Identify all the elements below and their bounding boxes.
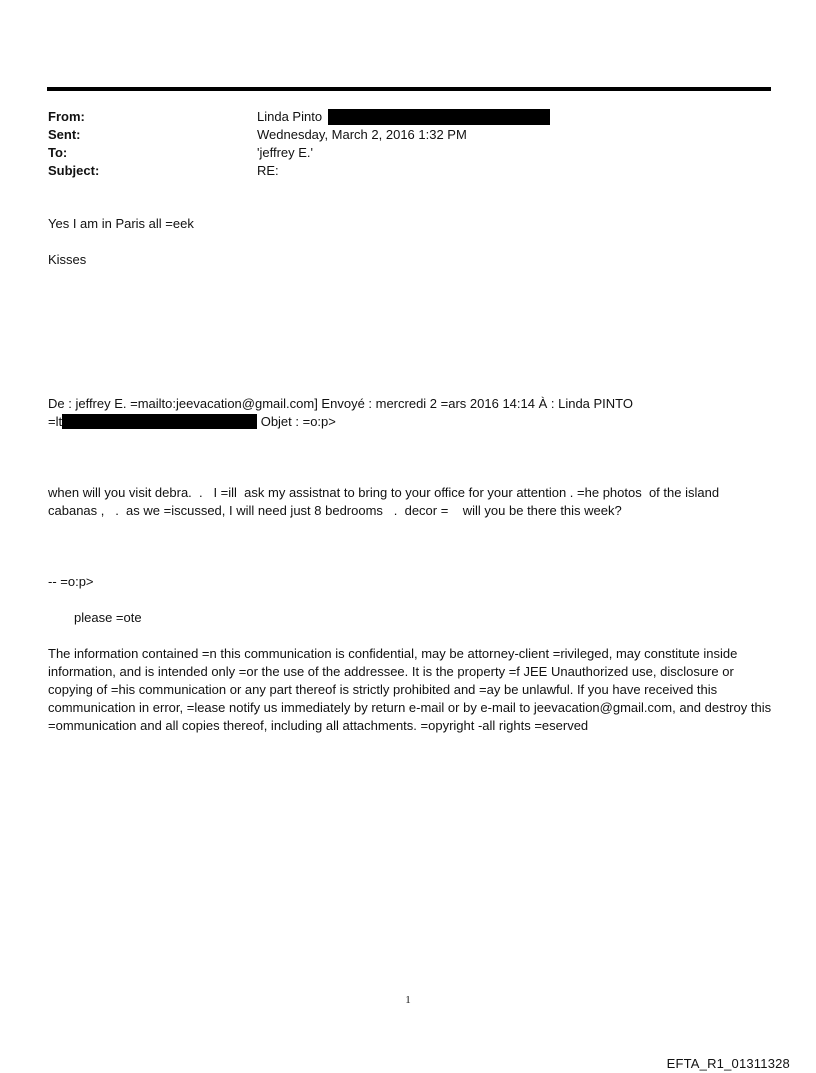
subject-value: RE:	[257, 163, 279, 178]
header-rule	[47, 87, 771, 91]
quoted-header-line-1: De : jeffrey E. =mailto:jeevacation@gmail.com] Envoyé : mercredi 2 =ars 2016 14:14 À : Linda PINTO	[48, 396, 633, 411]
signature-dashes	[48, 573, 778, 591]
disclaimer-text: The information contained =n this communication is confidential, may be attorney-client =rivileged, may constitute inside information, and is intended only =or the use of the addressee. It is the property =f JEE Unauthorized use, disclosure or copying of =his communication or any part thereof is strictly prohibited and =ay be unlawful. If you have received this communication in error, =lease notify us immediately by return e-mail or by e-mail to jeevacation@gmail.com, and destroy this =ommunication and all copies thereof, including all attachments. =opyright -all rights =eserved	[48, 646, 772, 733]
disclaimer	[48, 645, 774, 735]
message-line-2: Kisses	[48, 252, 87, 267]
from-row	[48, 108, 768, 126]
quoted-body-line-2: cabanas , . as we =iscussed, I will need just 8 bedrooms . decor = will you be there this week?	[48, 503, 622, 518]
subject-row	[48, 162, 768, 180]
quoted-header-line-2	[48, 413, 778, 431]
quoted-body-line-1: when will you visit debra. . I =ill ask my assistnat to bring to your office for your attention . =he photos of the island	[48, 485, 720, 500]
from-name: Linda Pinto	[257, 109, 323, 124]
from-label: From:	[48, 109, 85, 124]
sent-row	[48, 126, 768, 144]
quoted-body	[48, 484, 778, 520]
please-note	[48, 609, 804, 627]
message-body	[48, 215, 778, 233]
quoted-header-prefix: =lt	[48, 414, 63, 429]
to-value: 'jeffrey E.'	[257, 145, 314, 160]
document-id: EFTA_R1_01311328	[666, 1056, 790, 1071]
from-value	[257, 108, 768, 126]
redaction-box	[328, 109, 550, 125]
page-number: 1	[405, 994, 411, 1006]
to-row	[48, 144, 768, 162]
sent-value: Wednesday, March 2, 2016 1:32 PM	[257, 127, 467, 142]
please-note-text: please =ote	[74, 610, 142, 625]
quoted-header-suffix: Objet : =o:p>	[257, 414, 336, 429]
message-line-1: Yes I am in Paris all =eek	[48, 216, 194, 231]
sig-dashes-text: -- =o:p>	[48, 574, 94, 589]
redaction-box	[62, 414, 257, 429]
sent-label: Sent:	[48, 127, 81, 142]
to-label: To:	[48, 145, 68, 160]
message-closing	[48, 251, 778, 269]
email-header	[48, 108, 768, 180]
quoted-header	[48, 395, 778, 431]
subject-label: Subject:	[48, 163, 100, 178]
